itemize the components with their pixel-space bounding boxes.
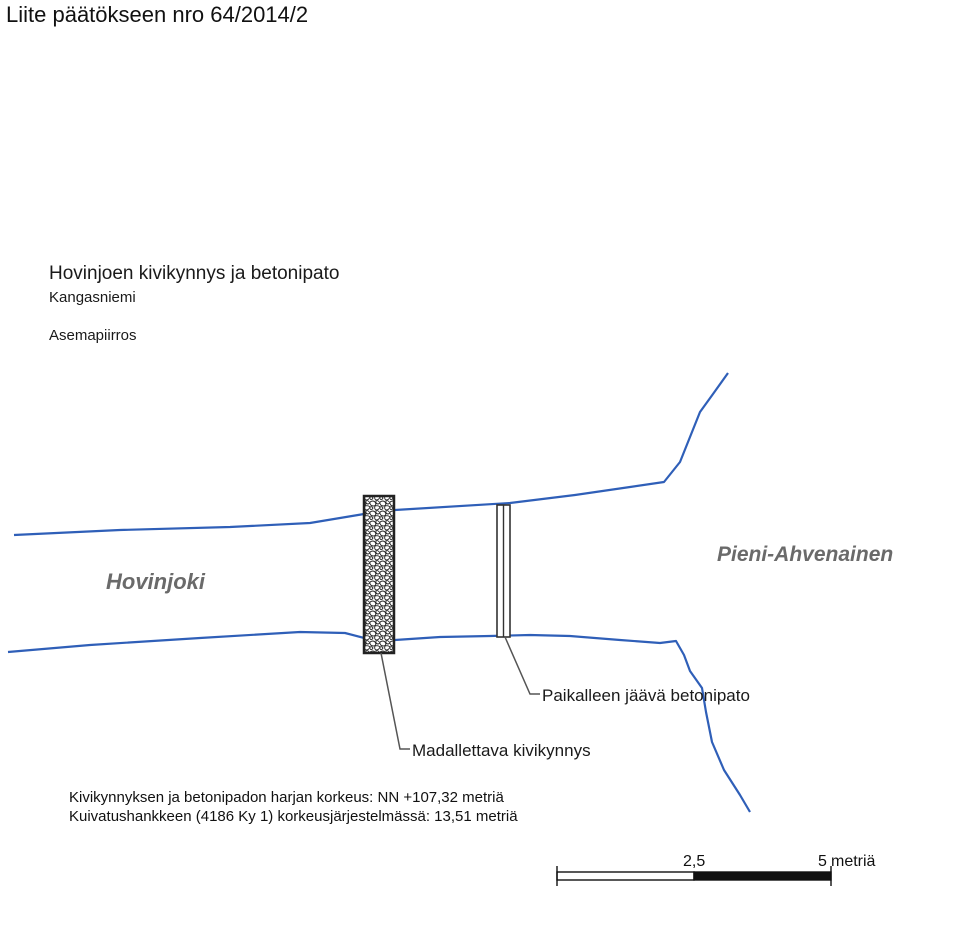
sill-callout-label: Madallettava kivikynnys	[412, 741, 591, 760]
stone-sill	[364, 496, 394, 653]
dam-leader-line	[505, 637, 540, 694]
elevation-note-nn: Kivikynnyksen ja betonipadon harjan korkeus: NN +107,32 metriä	[69, 789, 504, 806]
elevation-note-local: Kuivatushankkeen (4186 Ky 1) korkeusjärjestelmässä: 13,51 metriä	[69, 808, 518, 825]
scale-end-label: 5	[818, 853, 827, 870]
sill-leader-line	[381, 653, 410, 749]
scale-unit-label: metriä	[831, 853, 876, 870]
plan-label: Asemapiirros	[49, 327, 137, 344]
river-label: Hovinjoki	[106, 569, 206, 594]
page-header: Liite päätökseen nro 64/2014/2	[6, 2, 309, 27]
concrete-dam	[497, 505, 510, 637]
map-subtitle: Kangasniemi	[49, 289, 136, 306]
scale-mid-label: 2,5	[683, 853, 706, 870]
shoreline-south	[8, 632, 750, 812]
map-title: Hovinjoen kivikynnys ja betonipato	[49, 263, 340, 284]
lake-label: Pieni-Ahvenainen	[717, 543, 894, 566]
dam-callout-label: Paikalleen jäävä betonipato	[542, 686, 750, 705]
